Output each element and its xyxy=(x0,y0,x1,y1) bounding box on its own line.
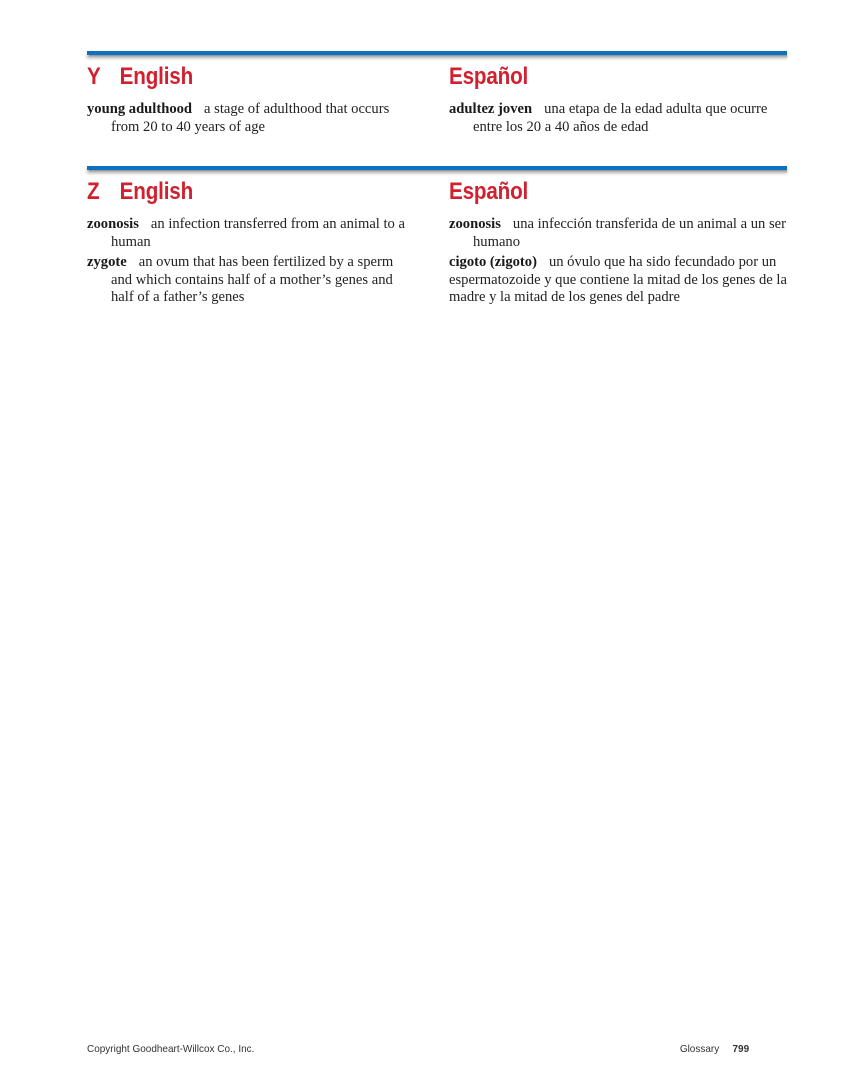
english-heading xyxy=(87,178,371,206)
entry-definition: una etapa de la edad adulta que ocurre entre los 20 a 40 años de edad xyxy=(473,101,768,135)
spanish-heading: Español xyxy=(449,178,529,205)
entry-term: young adulthood xyxy=(87,101,193,117)
english-entries xyxy=(87,101,417,136)
section-letter: Y xyxy=(87,63,101,90)
english-entries xyxy=(87,216,417,307)
entry-term: cigoto (zigoto) xyxy=(449,254,537,270)
english-column xyxy=(87,63,417,139)
glossary-section-y xyxy=(87,51,787,151)
footer-page-info xyxy=(680,1043,749,1055)
english-heading xyxy=(87,63,371,91)
copyright-text: Copyright Goodheart-Willcox Co., Inc. xyxy=(87,1043,255,1055)
entry-definition: an ovum that has been fertilized by a sperm and which contains half of a mother’s genes and half of a father’s genes xyxy=(111,254,394,305)
entry-term: adultez joven xyxy=(449,101,533,117)
glossary-entry xyxy=(449,216,794,251)
page-number: 799 xyxy=(732,1043,750,1055)
spanish-column xyxy=(449,63,794,139)
entry-definition: an infection transferred from an animal to a human xyxy=(111,216,405,250)
section-divider-shadow xyxy=(89,170,787,173)
section-divider-shadow xyxy=(89,55,787,58)
footer-section-name: Glossary xyxy=(679,1043,720,1055)
section-letter: Z xyxy=(87,178,100,205)
entry-definition: una infección transferida de un animal a un ser humano xyxy=(473,216,787,250)
entry-term: zygote xyxy=(87,254,127,270)
glossary-section-z xyxy=(87,166,787,366)
spanish-heading: Español xyxy=(449,63,529,90)
english-column xyxy=(87,178,417,310)
english-heading-label: English xyxy=(119,178,194,205)
entry-term: zoonosis xyxy=(87,216,139,232)
spanish-entries xyxy=(449,216,794,307)
spanish-column xyxy=(449,178,794,310)
glossary-entry xyxy=(449,101,794,136)
entry-definition: a stage of adulthood that occurs from 20 to 40 years of age xyxy=(111,101,390,135)
spanish-entries xyxy=(449,101,794,136)
english-heading-label: English xyxy=(119,63,194,90)
entry-definition: un óvulo que ha sido fecundado por un espermatozoide y que contiene la mitad de los genes de la madre y la mitad de los genes del padre xyxy=(449,254,787,305)
glossary-entry xyxy=(87,101,417,136)
glossary-entry xyxy=(87,216,417,251)
glossary-entry xyxy=(449,254,794,307)
glossary-entry xyxy=(87,254,417,307)
entry-term: zoonosis xyxy=(449,216,501,232)
